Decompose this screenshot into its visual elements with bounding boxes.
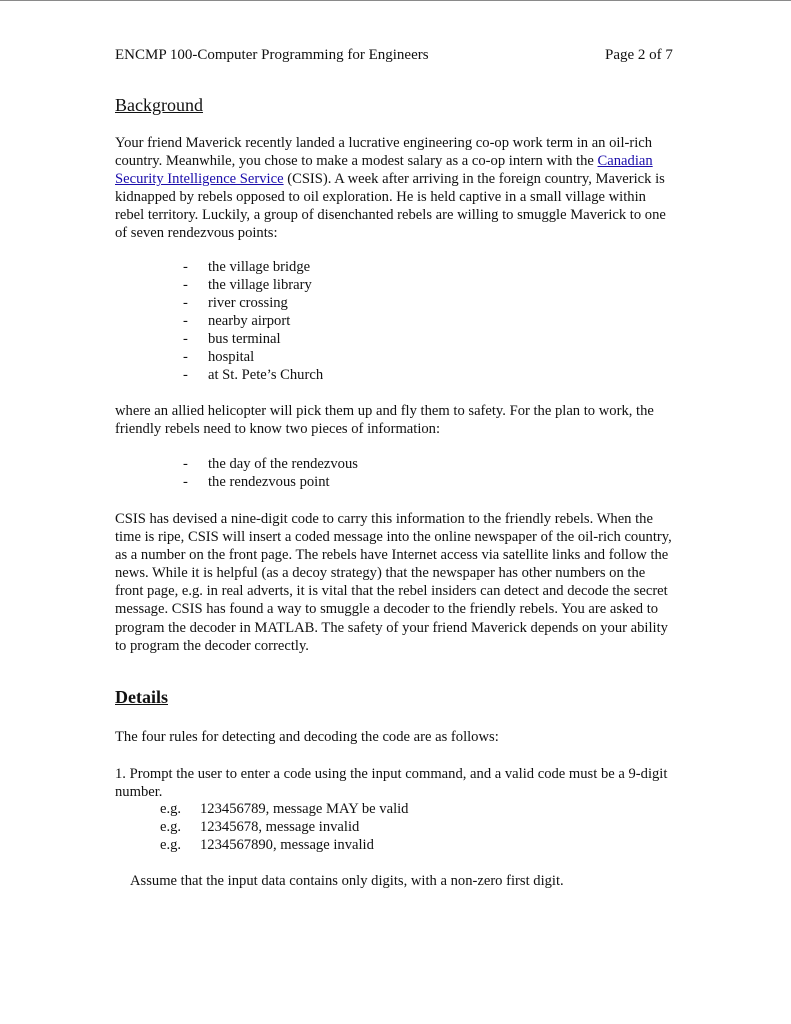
- example-item: [160, 800, 408, 818]
- background-heading: Background: [115, 95, 203, 115]
- list-item: [183, 276, 323, 294]
- info-list: [183, 455, 358, 491]
- assumption-note: Assume that the input data contains only digits, with a non-zero first digit.: [130, 873, 564, 889]
- csis-link[interactable]: Canadian Security Intelligence Service: [115, 153, 653, 188]
- background-paragraph-1: [115, 134, 675, 243]
- dash-bullet: -: [183, 331, 188, 347]
- background-paragraph-3: CSIS has devised a nine-digit code to carry this information to the friendly rebels. When the time is ripe, CSIS will insert a coded message into the online newspaper of the oil-rich country, as a number on the front page. The rebels have Internet access via satellite links and follow the news. While it is helpful (as a decoy strategy) that the newspaper has other numbers on the front page, e.g. in real adverts, it is vital that the rebel insiders can detect and decode the secret message. CSIS has found a way to smuggle a decoder to the friendly rebels. You are asked to program the decoder in MATLAB. The safety of your friend Maverick depends on your ability to program the decoder correctly.: [115, 511, 672, 654]
- list-item: [183, 312, 323, 330]
- dash-bullet: -: [183, 474, 188, 490]
- list-item-text: river crossing: [208, 295, 288, 311]
- background-paragraph-2: where an allied helicopter will pick them up and fly them to safety. For the plan to work, the friendly rebels need to know two pieces of information:: [115, 403, 654, 438]
- list-item: [183, 330, 323, 348]
- paragraph-1-text-b: (CSIS). A week after arriving in the foreign country, Maverick is kidnapped by rebels opposed to oil exploration. He is held captive in a small village within rebel territory. Luckily, a group of disenchanted rebels are willing to smuggle Maverick to one of seven rendezvous points:: [115, 171, 666, 242]
- list-item-text: the rendezvous point: [208, 474, 330, 490]
- dash-bullet: -: [183, 456, 188, 472]
- dash-bullet: -: [183, 313, 188, 329]
- list-item-text: the day of the rendezvous: [208, 456, 358, 472]
- dash-bullet: -: [183, 367, 188, 383]
- example-text: 12345678, message invalid: [200, 819, 360, 835]
- list-item: [183, 366, 323, 384]
- list-item: [183, 258, 323, 276]
- list-item-text: hospital: [208, 349, 255, 365]
- list-item-text: the village bridge: [208, 259, 311, 275]
- course-header: ENCMP 100-Computer Programming for Engineers: [115, 47, 429, 63]
- rendezvous-points-list: [183, 258, 323, 384]
- example-prefix: e.g.: [160, 837, 182, 853]
- list-item-text: bus terminal: [208, 331, 281, 347]
- dash-bullet: -: [183, 295, 188, 311]
- list-item: [183, 455, 358, 473]
- paragraph-1-text-a: Your friend Maverick recently landed a lucrative engineering co-op work term in an oil-rich country. Meanwhile, you chose to make a modest salary as a co-op intern with the: [115, 135, 653, 170]
- page-number: Page 2 of 7: [605, 47, 673, 63]
- example-item: [160, 818, 408, 836]
- rules-intro: The four rules for detecting and decoding the code are as follows:: [115, 729, 499, 745]
- dash-bullet: -: [183, 349, 188, 365]
- list-item-text: nearby airport: [208, 313, 291, 329]
- top-border-line: [0, 0, 791, 1]
- example-prefix: e.g.: [160, 819, 182, 835]
- list-item: [183, 473, 358, 491]
- dash-bullet: -: [183, 277, 188, 293]
- list-item-text: at St. Pete’s Church: [208, 367, 324, 383]
- examples-list: [160, 800, 408, 854]
- example-prefix: e.g.: [160, 801, 182, 817]
- example-item: [160, 836, 408, 854]
- example-text: 123456789, message MAY be valid: [200, 801, 409, 817]
- list-item: [183, 348, 323, 366]
- example-text: 1234567890, message invalid: [200, 837, 374, 853]
- rule-1: 1. Prompt the user to enter a code using the input command, and a valid code must be a 9-digit number.: [115, 766, 668, 800]
- details-heading: Details: [115, 687, 168, 707]
- list-item: [183, 294, 323, 312]
- list-item-text: the village library: [208, 277, 312, 293]
- dash-bullet: -: [183, 259, 188, 275]
